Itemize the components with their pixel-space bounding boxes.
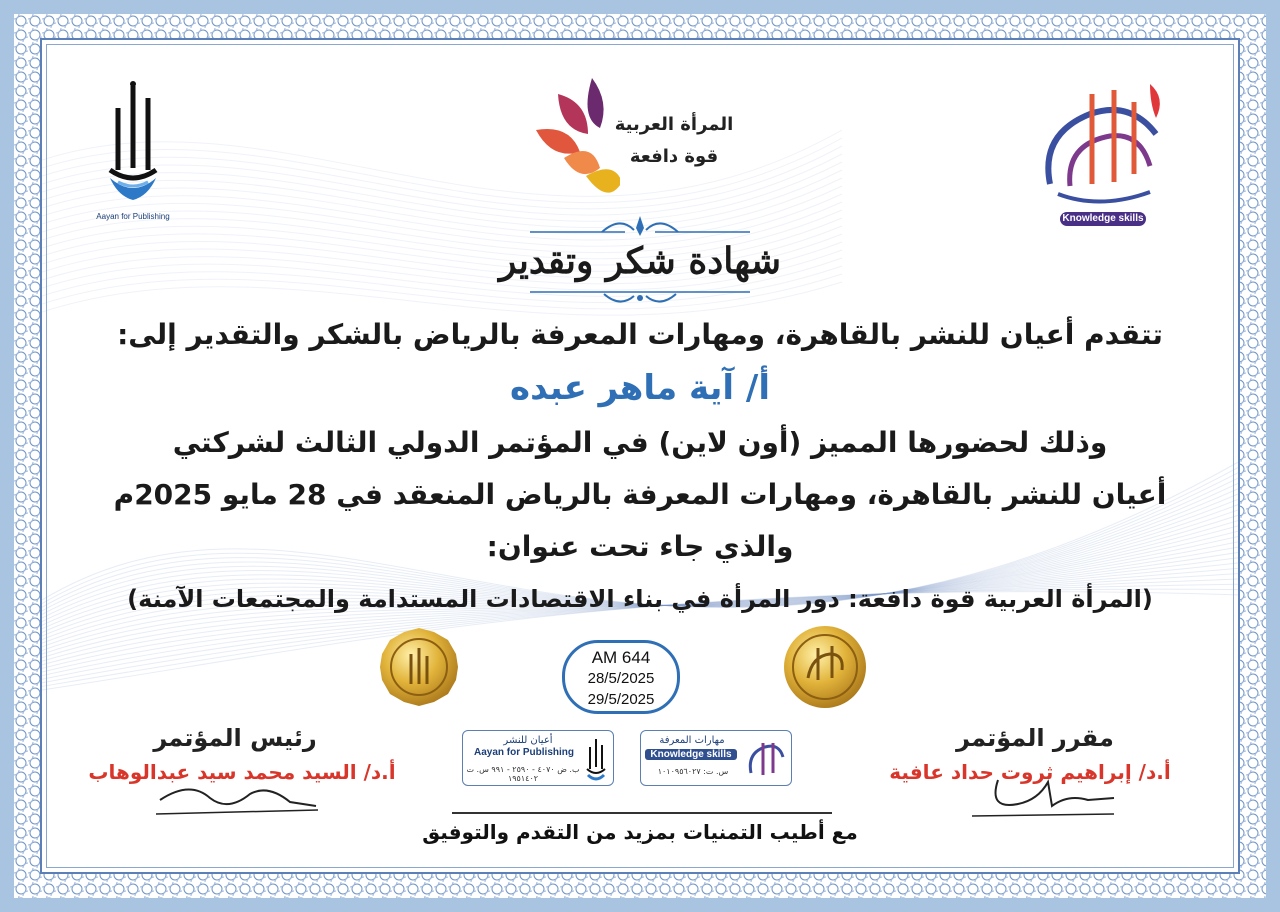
knowledge-stamp-en: Knowledge skills [645, 749, 737, 760]
rapporteur-signature [968, 770, 1118, 820]
knowledge-stamp-reg: س. ت: ١٠١٠٩٥٦٠٢٧ [657, 767, 729, 776]
president-signature [150, 776, 320, 822]
certificate-code-box [562, 640, 680, 714]
intro-text: تتقدم أعيان للنشر بالقاهرة، ومهارات المعرفة بالرياض بالشكر والتقدير إلى: [117, 318, 1163, 351]
rapporteur-name: أ.د/ إبراهيم ثروت حداد عافية [889, 760, 1171, 784]
issue-date-2: 29/5/2025 [587, 691, 655, 708]
president-label: رئيس المؤتمر [153, 724, 317, 752]
certificate-title: شهادة شكر وتقدير [499, 240, 781, 282]
rapporteur-label: مقرر المؤتمر [956, 724, 1114, 752]
gold-seal-right-icon [782, 624, 868, 710]
petal-icon [530, 72, 620, 212]
logo-line-2: قوة دافعة [629, 146, 719, 167]
aayan-stamp-ar: أعيان للنشر [503, 735, 553, 746]
knowledge-skills-caption: Knowledge skills [1060, 212, 1146, 226]
gold-seal-left-icon [378, 626, 460, 708]
closing-divider [452, 812, 832, 814]
knowledge-skills-stamp [640, 730, 792, 786]
background-wave-line [42, 509, 1240, 633]
body-line-1: وذلك لحضورها المميز (أون لاين) في المؤتمر الدولي الثالث لشركتي [172, 426, 1108, 459]
conference-topic: (المرأة العربية قوة دافعة: دور المرأة في بناء الاقتصادات المستدامة والمجتمعات الآمنة) [127, 585, 1153, 613]
body-line-2: أعيان للنشر بالقاهرة، ومهارات المعرفة بالرياض المنعقد في 28 مايو 2025م [113, 478, 1167, 511]
knowledge-skills-logo [1030, 74, 1180, 230]
aayan-mini-logo-icon [583, 735, 609, 783]
aayan-logo [88, 78, 178, 228]
top-flourish [520, 212, 760, 240]
aayan-stamp [462, 730, 614, 786]
recipient-name: أ/ آية ماهر عبده [510, 368, 770, 408]
calligraphy-icon [1030, 74, 1180, 214]
arab-woman-logo [530, 72, 750, 212]
president-name: أ.د/ السيد محمد سيد عبدالوهاب [88, 760, 396, 784]
logo-line-1: المرأة العربية [614, 114, 734, 135]
aayan-stamp-reg: ب. ض ٤٠٧٠ - ٢٥٩٠ - ٩٩١ س. ت ١٩٥١٤٠٢ [466, 765, 580, 783]
aayan-stamp-en: Aayan for Publishing [473, 747, 574, 758]
knowledge-mini-logo-icon [745, 737, 785, 781]
aayan-logo-caption: Aayan for Publishing [96, 212, 170, 221]
body-line-3: والذي جاء تحت عنوان: [486, 530, 794, 563]
knowledge-stamp-ar: مهارات المعرفة [659, 735, 725, 746]
bottom-flourish [520, 286, 760, 310]
closing-wishes: مع أطيب التمنيات بمزيد من التقدم والتوفيق [422, 820, 858, 844]
issue-date-1: 28/5/2025 [587, 670, 655, 687]
certificate-number: AM 644 [591, 648, 651, 667]
